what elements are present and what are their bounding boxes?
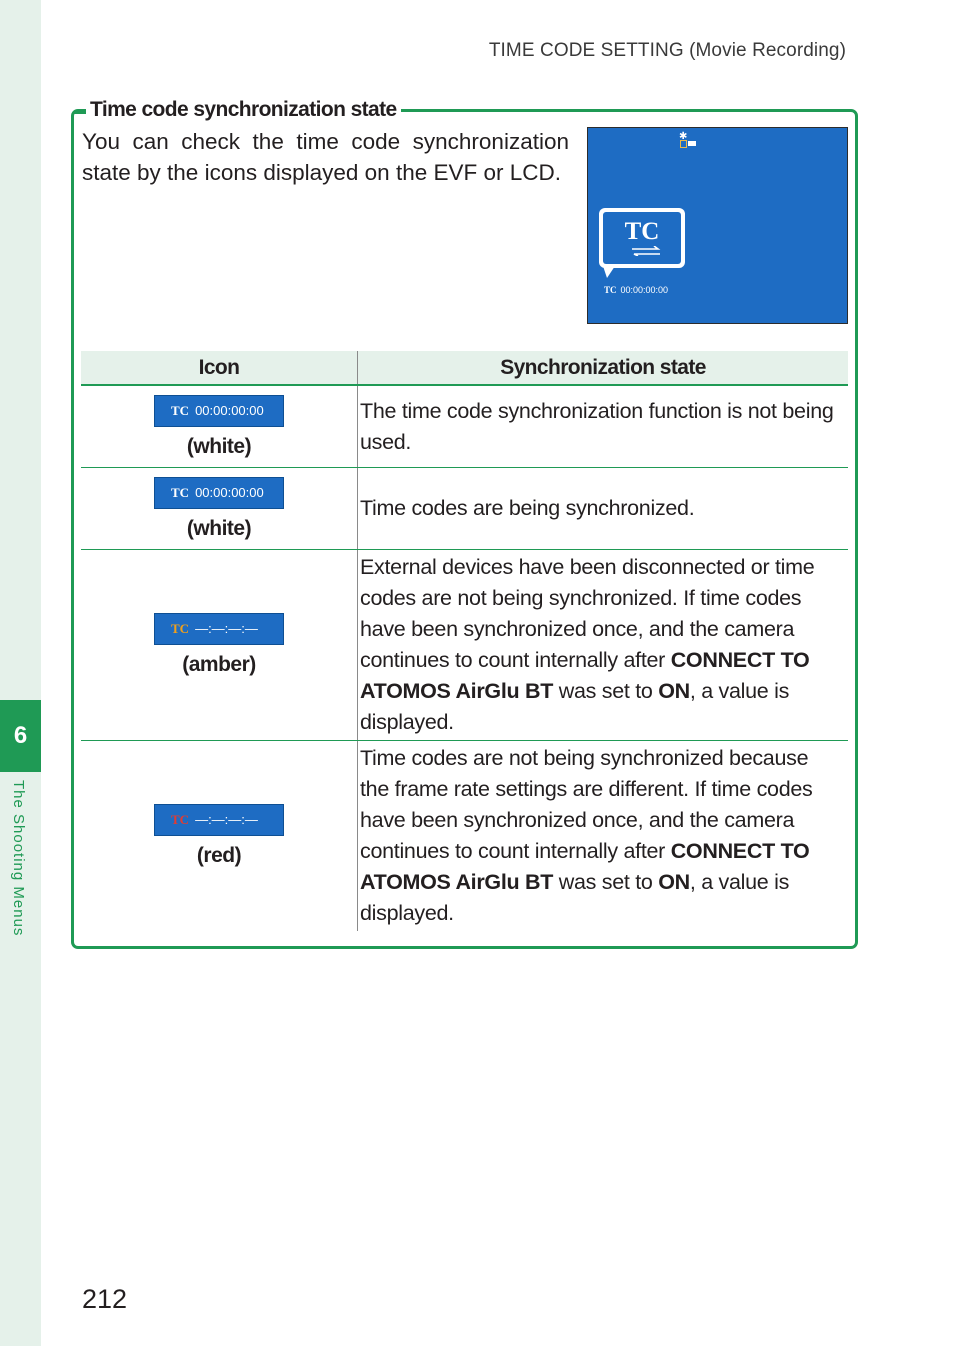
state-description: Time codes are being synchronized. — [358, 468, 849, 550]
timecode-chip — [154, 395, 284, 427]
tc-icon: TC — [171, 402, 190, 418]
state-description: External devices have been disconnected or time codes are not being synchronized. If time codes have been synchronized once, and the camera continues to count internally after CONNECT TO ATOMOS AirGlu BT was set to ON, a value is displayed. — [358, 550, 849, 741]
state-description: Time codes are not being synchronized because the frame rate settings are different. If time codes have been synchronized once, and the camera continues to count internally after CONNECT TO ATOMOS AirGlu BT was set to ON, a value is displayed. — [360, 746, 813, 925]
screen-timecode — [604, 285, 668, 295]
timecode-chip — [154, 804, 284, 836]
timecode-chip — [154, 613, 284, 645]
tc-sync-icon: TC — [171, 484, 190, 500]
running-head: TIME CODE SETTING (Movie Recording) — [488, 40, 846, 61]
sync-state-table — [81, 351, 848, 931]
tc-icon: TC — [604, 285, 617, 295]
battery-icon — [688, 141, 696, 146]
chip-caption: (white) — [186, 516, 252, 540]
tc-callout — [599, 208, 685, 268]
chapter-label: The Shooting Menus — [10, 780, 27, 937]
intro-text: You can check the time code synchronization state by the icons displayed on the EVF or LCD. — [82, 129, 569, 185]
tc-sync-icon: TC — [171, 621, 190, 636]
callout-pointer — [603, 266, 615, 278]
chip-value: 00:00:00:00 — [195, 484, 264, 500]
tc-callout-label: TC — [624, 218, 660, 245]
table-row — [81, 741, 848, 932]
bluetooth-icon: ✱ — [679, 131, 688, 142]
tc-sync-icon: TC — [171, 812, 190, 827]
page-number: 212 — [82, 1284, 128, 1314]
chapter-number: 6 — [13, 722, 28, 749]
header-icon: Icon — [81, 351, 358, 385]
header-sync-state: Synchronization state — [358, 351, 849, 385]
timecode-chip — [154, 477, 284, 509]
table-row — [81, 550, 848, 741]
camera-screen-illustration — [587, 127, 848, 324]
table-row — [81, 468, 848, 550]
screen-timecode-value: 00:00:00:00 — [620, 285, 669, 295]
table-row — [81, 385, 848, 468]
side-strip — [0, 0, 41, 1346]
chip-caption: (red) — [196, 844, 242, 867]
state-description: The time code synchronization function is not being used. — [358, 385, 849, 468]
card-icon — [680, 140, 687, 148]
chip-value: —:—:—:— — [195, 812, 258, 827]
chip-value: —:—:—:— — [195, 621, 258, 636]
chip-value: 00:00:00:00 — [195, 402, 264, 418]
sync-arrows-icon — [630, 246, 662, 256]
box-title: Time code synchronization state — [86, 98, 401, 122]
chip-caption: (white) — [186, 434, 252, 458]
chip-caption: (amber) — [182, 653, 256, 676]
